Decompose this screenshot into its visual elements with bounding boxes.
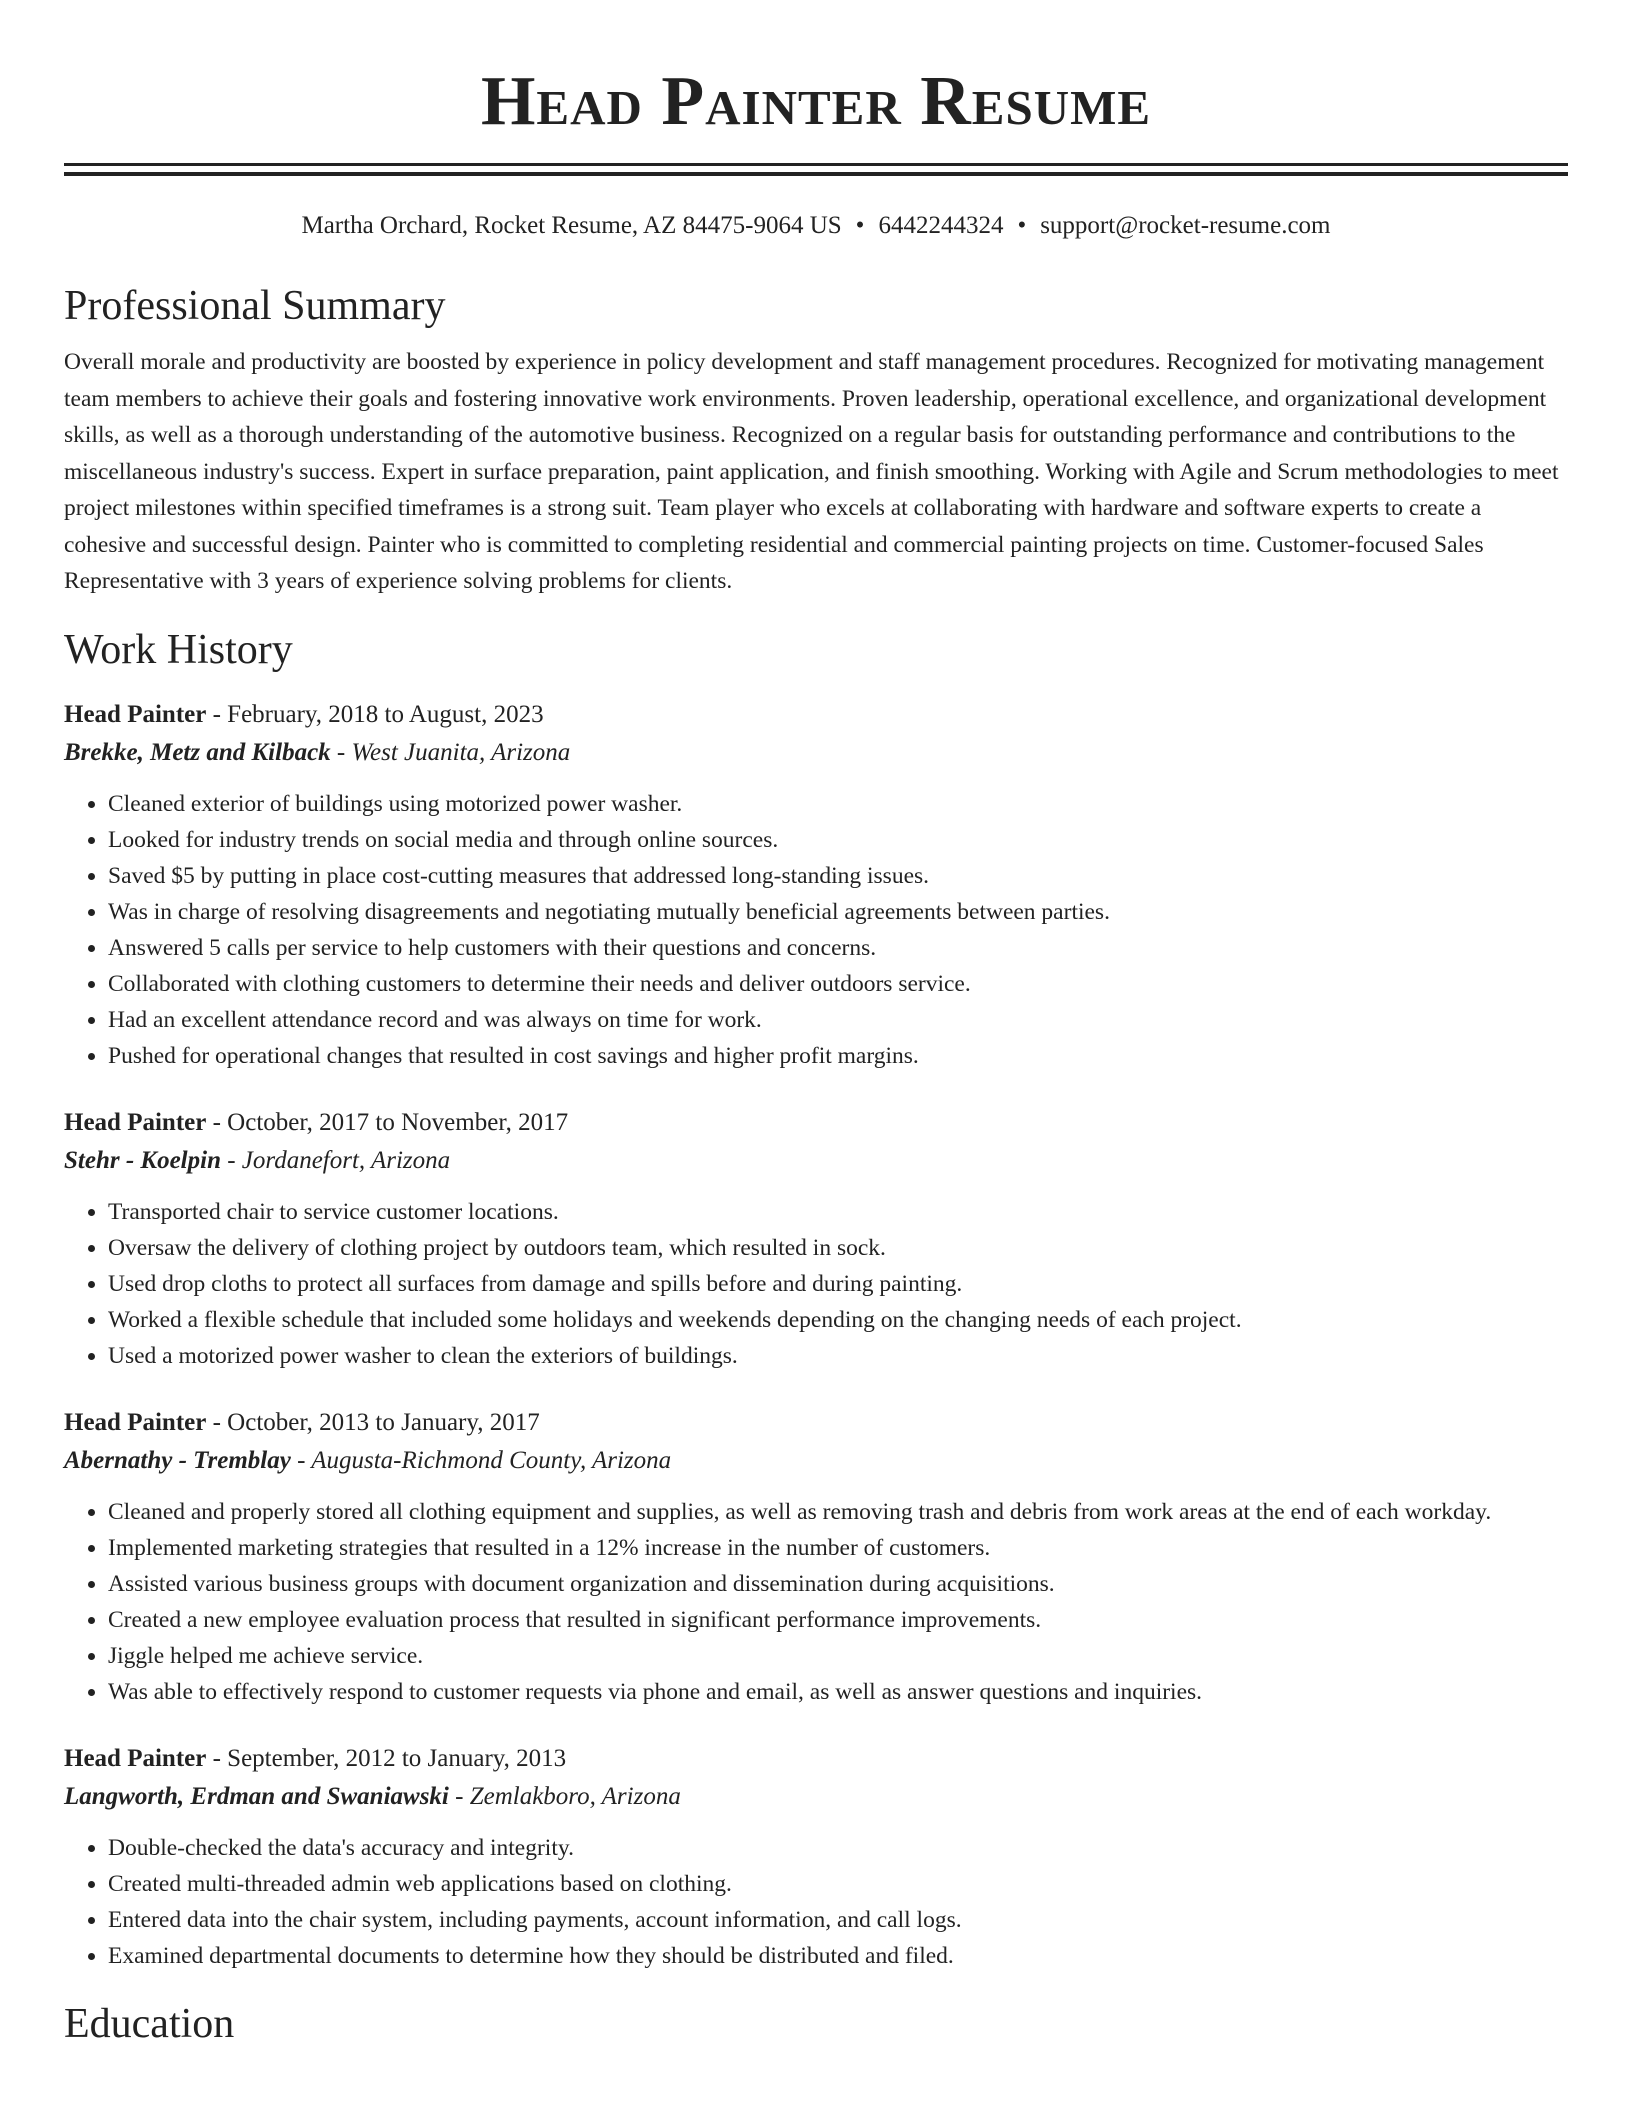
summary-heading: Professional Summary [64, 283, 446, 329]
duty-item: • Was in charge of resolving disagreements and negotiating mutually beneficial agreements between parties. [108, 894, 1568, 930]
job-title: Head Painter [64, 700, 207, 728]
job-title: Head Painter [64, 1108, 207, 1136]
duty-item: • Was able to effectively respond to customer requests via phone and email, as well as answer questions and inquiries. [108, 1674, 1568, 1710]
bullet-separator: • [855, 212, 865, 239]
duty-item: • Cleaned exterior of buildings using motorized power washer. [108, 786, 1568, 822]
company-location: - Jordanefort, Arizona [220, 1146, 451, 1174]
title-divider-bottom [64, 172, 1568, 176]
resume-title: Head Painter Resume [480, 63, 1152, 140]
duty-item: • Entered data into the chair system, including payments, account information, and call logs. [108, 1902, 1568, 1938]
job-dates: - February, 2018 to August, 2023 [206, 700, 544, 728]
duty-item: • Answered 5 calls per service to help customers with their questions and concerns. [108, 930, 1568, 966]
job-title-line [64, 1404, 1568, 1442]
company-line [64, 734, 1568, 772]
job-dates: - October, 2017 to November, 2017 [206, 1108, 569, 1136]
job-dates: - October, 2013 to January, 2017 [206, 1408, 540, 1436]
job-entry [64, 1104, 1568, 1374]
contact-address: Martha Orchard, Rocket Resume, AZ 84475-9064 US [301, 212, 842, 239]
work-history-heading: Work History [64, 626, 293, 673]
contact-line [64, 210, 1568, 242]
bullet-separator: • [1017, 212, 1027, 239]
duties-list [64, 1194, 1568, 1374]
duty-item: • Jiggle helped me achieve service. [108, 1638, 1568, 1674]
company-name: Stehr - Koelpin [64, 1146, 221, 1174]
duties-list [64, 786, 1568, 1074]
job-title-line [64, 696, 1568, 734]
duty-item: • Had an excellent attendance record and was always on time for work. [108, 1002, 1568, 1038]
contact-phone: 6442244324 [878, 212, 1004, 239]
duty-item: • Implemented marketing strategies that resulted in a 12% increase in the number of customers. [108, 1530, 1568, 1566]
duty-item: • Double-checked the data's accuracy and integrity. [108, 1830, 1568, 1866]
duty-item: • Pushed for operational changes that resulted in cost savings and higher profit margins. [108, 1038, 1568, 1074]
company-line [64, 1442, 1568, 1480]
duties-list [64, 1830, 1568, 1974]
job-entry [64, 1740, 1568, 1974]
duties-list [64, 1494, 1568, 1710]
company-name: Langworth, Erdman and Swaniawski [64, 1782, 449, 1810]
duty-item: • Saved $5 by putting in place cost-cutting measures that addressed long-standing issues. [108, 858, 1568, 894]
title-divider-top [64, 163, 1568, 166]
education-heading: Education [64, 2000, 235, 2047]
duty-item: • Created a new employee evaluation process that resulted in significant performance improvements. [108, 1602, 1568, 1638]
duty-item: • Collaborated with clothing customers to determine their needs and deliver outdoors service. [108, 966, 1568, 1002]
company-location: - West Juanita, Arizona [330, 738, 571, 766]
summary-text: Overall morale and productivity are boosted by experience in policy development and staff management procedures. Recognized for motivating management team members to achieve their goals and fostering innovative work environments. Proven leadership, operational excellence, and organizational development skills, as well as a thorough understanding of the automotive business. Recognized on a regular basis for outstanding performance and contributions to the miscellaneous industry's success. Expert in surface preparation, paint application, and finish smoothing. Working with Agile and Scrum methodologies to meet project milestones within specified timeframes is a strong suit. Team player who excels at collaborating with hardware and software experts to create a cohesive and successful design. Painter who is committed to completing residential and commercial painting projects on time. Customer-focused Sales Representative with 3 years of experience solving problems for clients. [64, 349, 1559, 594]
job-entry [64, 1404, 1568, 1710]
job-title-line [64, 1740, 1568, 1778]
company-name: Brekke, Metz and Kilback [64, 738, 331, 766]
duty-item: • Examined departmental documents to determine how they should be distributed and filed. [108, 1938, 1568, 1974]
duty-item: • Used drop cloths to protect all surfaces from damage and spills before and during painting. [108, 1266, 1568, 1302]
duty-item: • Created multi-threaded admin web applications based on clothing. [108, 1866, 1568, 1902]
duty-item: • Oversaw the delivery of clothing project by outdoors team, which resulted in sock. [108, 1230, 1568, 1266]
company-line [64, 1142, 1568, 1180]
duty-item: • Worked a flexible schedule that included some holidays and weekends depending on the changing needs of each project. [108, 1302, 1568, 1338]
duty-item: • Looked for industry trends on social media and through online sources. [108, 822, 1568, 858]
duty-item: • Used a motorized power washer to clean the exteriors of buildings. [108, 1338, 1568, 1374]
job-entry [64, 696, 1568, 1074]
job-title: Head Painter [64, 1408, 207, 1436]
company-location: - Augusta-Richmond County, Arizona [290, 1446, 672, 1474]
company-line [64, 1778, 1568, 1816]
job-dates: - September, 2012 to January, 2013 [206, 1744, 567, 1772]
job-title-line [64, 1104, 1568, 1142]
company-name: Abernathy - Tremblay [64, 1446, 291, 1474]
duty-item: • Transported chair to service customer locations. [108, 1194, 1568, 1230]
duty-item: • Cleaned and properly stored all clothing equipment and supplies, as well as removing trash and debris from work areas at the end of each workday. [108, 1494, 1568, 1530]
duty-item: • Assisted various business groups with document organization and dissemination during acquisitions. [108, 1566, 1568, 1602]
contact-email: support@rocket-resume.com [1040, 212, 1331, 239]
job-title: Head Painter [64, 1744, 207, 1772]
company-location: - Zemlakboro, Arizona [448, 1782, 681, 1810]
